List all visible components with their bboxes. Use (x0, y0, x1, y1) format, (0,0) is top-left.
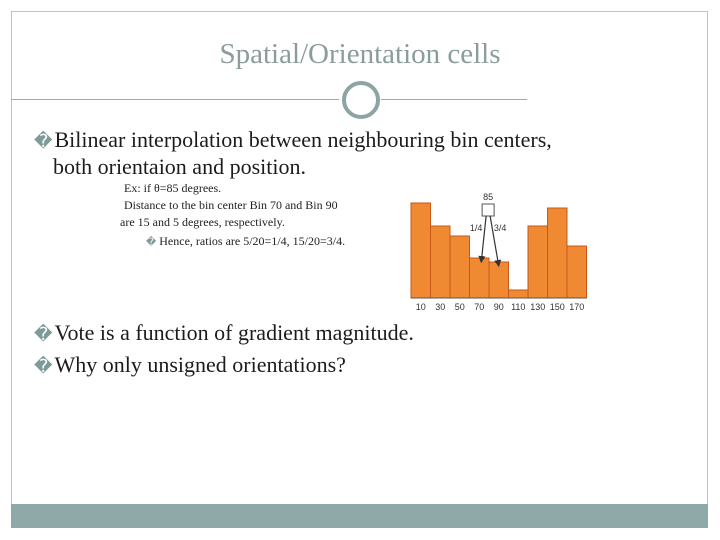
bottom-accent-bar (11, 504, 708, 528)
histogram-bar (509, 290, 529, 298)
bullet-text-continued: both orientaion and position. (53, 154, 306, 179)
histogram-bar (489, 262, 509, 298)
x-tick-label: 10 (415, 302, 426, 312)
bullet-text: Why only unsigned orientations? (54, 352, 346, 377)
title-ring-ornament (342, 81, 380, 119)
x-tick-label: 50 (454, 302, 465, 312)
histogram-bar (470, 258, 490, 298)
histogram-bar (528, 226, 548, 298)
bullet-text: Vote is a function of gradient magnitude. (54, 320, 414, 345)
x-tick-label: 90 (493, 302, 504, 312)
x-tick-label: 70 (474, 302, 485, 312)
histogram-bar (431, 226, 451, 298)
bullet-box-icon: � (34, 324, 53, 345)
histogram-bar (411, 203, 431, 298)
x-tick-label: 110 (511, 302, 526, 312)
sub-bullet-box-icon: � (146, 237, 157, 248)
sub-note-line: are 15 and 5 degrees, respectively. (120, 215, 285, 229)
theta-marker-box (482, 204, 494, 216)
x-tick-label: 150 (549, 302, 565, 312)
bullet-text: Bilinear interpolation between neighbouring bin centers, (54, 127, 552, 152)
histogram-bar (567, 246, 587, 298)
bullet-item (34, 352, 346, 379)
orientation-histogram-chart (405, 188, 587, 314)
sub-note-text: Hence, ratios are 5/20=1/4, 15/20=3/4. (159, 234, 346, 248)
bullet-item (34, 127, 552, 179)
x-tick-label: 170 (569, 302, 585, 312)
sub-note-line: Ex: if θ=85 degrees. (124, 181, 222, 195)
sub-note-line: Distance to the bin center Bin 70 and Bin 90 (124, 198, 338, 212)
bullet-box-icon: � (34, 356, 53, 377)
ratio-label-left: 1/4 (469, 223, 483, 233)
histogram-bar (548, 208, 568, 298)
bullet-item (34, 320, 414, 347)
ratio-label-right: 3/4 (493, 223, 507, 233)
bullet-box-icon: � (34, 131, 53, 152)
title-rule-right (381, 99, 527, 100)
sub-note-bullet (146, 233, 345, 251)
x-tick-label: 30 (435, 302, 446, 312)
title-rule-left (11, 99, 339, 100)
x-tick-label: 130 (530, 302, 546, 312)
histogram-bar (450, 236, 470, 298)
slide-title: Spatial/Orientation cells (219, 38, 501, 70)
theta-label: 85 (483, 192, 494, 202)
